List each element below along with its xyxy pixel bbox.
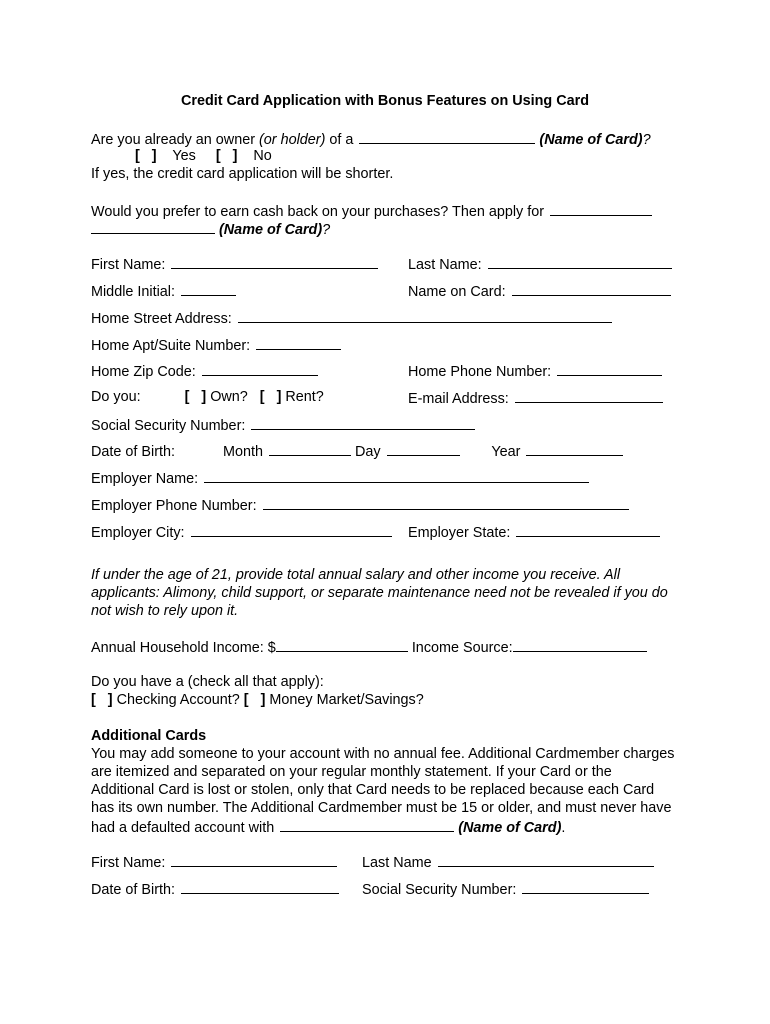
cashback-card-name-label: (Name of Card): [219, 222, 323, 238]
employer-state-row: [408, 522, 660, 542]
owner-question-paren: (or holder): [259, 132, 326, 148]
income-source-field[interactable]: [513, 637, 647, 652]
home-phone-field[interactable]: [557, 361, 662, 376]
accounts-question: Do you have a (check all that apply):: [91, 674, 324, 690]
home-apt-field[interactable]: [256, 335, 341, 350]
dob-day-label: Day: [354, 444, 381, 460]
cashback-line-1: [91, 201, 652, 221]
yes-label: Yes: [172, 148, 196, 164]
first-name-label: First Name:: [91, 257, 166, 273]
first-name-row: [91, 254, 378, 274]
cashback-question-mark: ?: [322, 222, 331, 238]
form-title: Credit Card Application with Bonus Features on Using Card: [180, 93, 590, 109]
ssn-field[interactable]: [251, 415, 475, 430]
additional-dob-row: [91, 879, 339, 899]
home-phone-row: [408, 361, 662, 381]
accounts-row: [91, 691, 424, 709]
owner-question-mark: ?: [642, 132, 651, 148]
additional-cards-body: [91, 745, 676, 837]
home-apt-label: Home Apt/Suite Number:: [91, 338, 251, 354]
dob-row: [91, 441, 623, 461]
dob-label: Date of Birth:: [91, 444, 175, 460]
additional-first-name-label: First Name:: [91, 855, 166, 871]
last-name-field[interactable]: [488, 254, 672, 269]
home-street-field[interactable]: [238, 308, 612, 323]
additional-cards-text: You may add someone to your account with no annual fee. Additional Cardmember charges are itemized and separated on your regular monthly statement. If your Card or the Additional Card is lost or stolen, only that Card needs to be replaced because each Card has its own number. The Additional Cardmember must be 15 or older, and must never have had a defaulted account with: [91, 746, 675, 836]
cashback-text: Would you prefer to earn cash back on your purchases? Then apply for: [91, 204, 545, 220]
employer-city-field[interactable]: [191, 522, 392, 537]
dob-day-field[interactable]: [387, 441, 460, 456]
home-zip-row: [91, 361, 318, 381]
additional-first-name-row: [91, 852, 337, 872]
employer-name-field[interactable]: [204, 468, 589, 483]
dob-year-label: Year: [491, 444, 521, 460]
yes-checkbox[interactable]: [ ]: [135, 148, 157, 164]
ssn-label: Social Security Number:: [91, 418, 246, 434]
own-checkbox[interactable]: [ ]: [184, 389, 207, 405]
savings-label: Money Market/Savings?: [269, 692, 424, 708]
employer-city-row: [91, 522, 392, 542]
home-street-label: Home Street Address:: [91, 311, 232, 327]
additional-first-name-field[interactable]: [171, 852, 337, 867]
cashback-field-1[interactable]: [550, 201, 652, 216]
home-zip-label: Home Zip Code:: [91, 364, 196, 380]
employer-city-label: Employer City:: [91, 525, 185, 541]
additional-last-name-label: Last Name: [362, 855, 432, 871]
owner-note: If yes, the credit card application will be shorter.: [91, 166, 394, 182]
last-name-row: [408, 254, 672, 274]
dob-month-label: Month: [222, 444, 263, 460]
checking-label: Checking Account?: [116, 692, 240, 708]
annual-income-label: Annual Household Income: $: [91, 640, 276, 656]
employer-phone-field[interactable]: [263, 495, 629, 510]
home-apt-row: [91, 335, 341, 355]
cashback-field-2[interactable]: [91, 219, 215, 234]
own-label: Own?: [210, 389, 248, 405]
owner-question-mid: of a: [329, 132, 354, 148]
rent-checkbox[interactable]: [ ]: [259, 389, 282, 405]
additional-last-name-row: [362, 852, 654, 872]
do-you-label: Do you:: [91, 389, 141, 405]
employer-phone-row: [91, 495, 629, 515]
annual-income-field[interactable]: [276, 637, 408, 652]
middle-initial-field[interactable]: [181, 281, 236, 296]
middle-initial-row: [91, 281, 236, 301]
income-note: If under the age of 21, provide total annual salary and other income you receive. All applicants: Alimony, child support, or separate maintenance need not be revealed if you do not wish to rely upon it.: [91, 567, 668, 619]
home-street-row: [91, 308, 612, 328]
rent-label: Rent?: [285, 389, 324, 405]
additional-period: .: [561, 820, 566, 836]
home-zip-field[interactable]: [202, 361, 318, 376]
additional-dob-field[interactable]: [181, 879, 339, 894]
additional-dob-label: Date of Birth:: [91, 882, 175, 898]
no-label: No: [253, 148, 272, 164]
income-row: [91, 637, 647, 657]
home-phone-label: Home Phone Number:: [408, 364, 552, 380]
additional-ssn-field[interactable]: [522, 879, 649, 894]
name-on-card-label: Name on Card:: [408, 284, 506, 300]
employer-state-field[interactable]: [516, 522, 660, 537]
checking-checkbox[interactable]: [ ]: [91, 692, 113, 708]
name-on-card-row: [408, 281, 671, 301]
additional-ssn-row: [362, 879, 649, 899]
last-name-label: Last Name:: [408, 257, 482, 273]
income-source-label: Income Source:: [411, 640, 513, 656]
cashback-line-2: [91, 219, 330, 239]
dob-year-field[interactable]: [526, 441, 623, 456]
email-label: E-mail Address:: [408, 391, 509, 407]
middle-initial-label: Middle Initial:: [91, 284, 175, 300]
additional-card-name-label: (Name of Card): [458, 820, 562, 836]
ssn-row: [91, 415, 475, 435]
employer-state-label: Employer State:: [408, 525, 511, 541]
own-rent-row: [91, 388, 324, 406]
owner-question-prefix: Are you already an owner: [91, 132, 255, 148]
owner-yes-no-line: [135, 147, 272, 165]
additional-ssn-label: Social Security Number:: [362, 882, 517, 898]
savings-checkbox[interactable]: [ ]: [243, 692, 266, 708]
additional-card-name-field[interactable]: [280, 817, 454, 832]
owner-card-name-field[interactable]: [359, 129, 535, 144]
dob-month-field[interactable]: [269, 441, 351, 456]
owner-question-line: [91, 129, 651, 149]
additional-cards-heading: Additional Cards: [91, 728, 207, 744]
employer-name-label: Employer Name:: [91, 471, 199, 487]
no-checkbox[interactable]: [ ]: [215, 148, 238, 164]
email-field[interactable]: [515, 388, 663, 403]
owner-card-name-label: (Name of Card): [539, 132, 643, 148]
additional-last-name-field[interactable]: [438, 852, 654, 867]
first-name-field[interactable]: [171, 254, 378, 269]
email-row: [408, 388, 663, 408]
employer-name-row: [91, 468, 589, 488]
name-on-card-field[interactable]: [512, 281, 671, 296]
employer-phone-label: Employer Phone Number:: [91, 498, 257, 514]
